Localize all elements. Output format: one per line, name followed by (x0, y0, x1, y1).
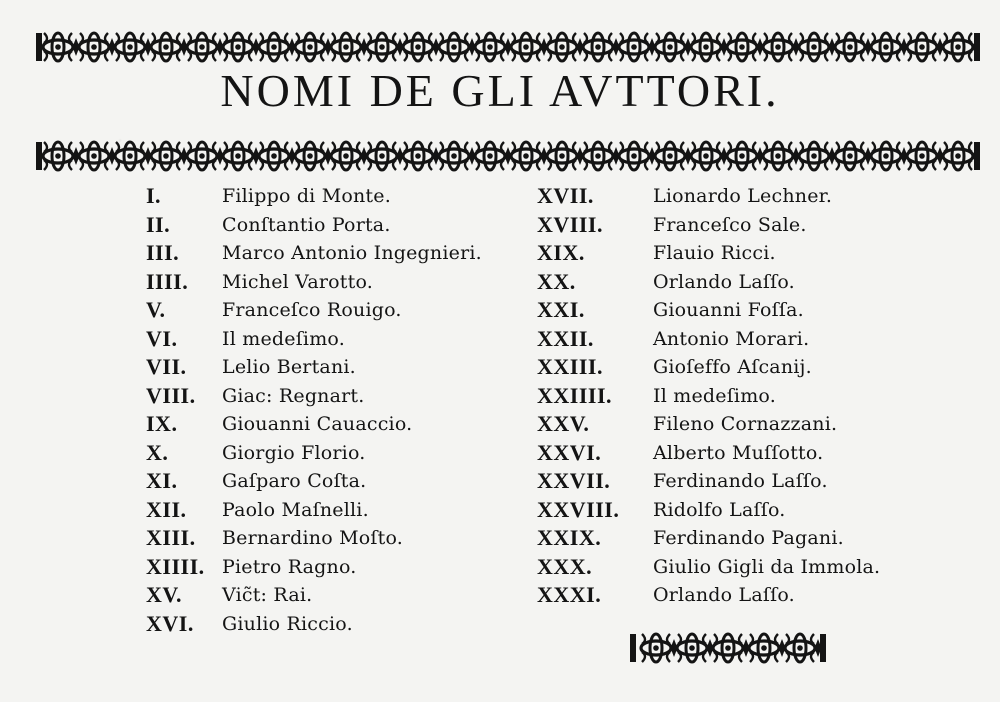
roman-numeral: XV. (146, 582, 182, 608)
author-name: Il medeſimo. (222, 327, 345, 350)
author-entry (146, 211, 482, 240)
roman-numeral: XXV. (537, 411, 590, 437)
author-entry (537, 239, 880, 268)
roman-numeral: XII. (146, 496, 187, 522)
author-entry (146, 610, 482, 639)
roman-numeral: XVIII. (537, 211, 603, 237)
author-entry (146, 296, 482, 325)
author-entry (537, 211, 880, 240)
roman-numeral: XVII. (537, 183, 594, 209)
author-name: Gioſeffo Aſcanij. (653, 356, 812, 379)
author-entry (146, 353, 482, 382)
roman-numeral: X. (146, 439, 169, 465)
closing-ornament (630, 628, 826, 668)
author-entry (537, 325, 880, 354)
roman-numeral: XXVII. (537, 468, 611, 494)
author-entry (146, 325, 482, 354)
author-entry (146, 581, 482, 610)
author-entry (146, 382, 482, 411)
author-entry (146, 439, 482, 468)
author-name: Flauio Ricci. (653, 242, 776, 265)
roman-numeral: XXII. (537, 325, 594, 351)
author-name: Ridolfo Laſſo. (653, 498, 786, 521)
author-entry (537, 182, 880, 211)
author-entry (146, 410, 482, 439)
author-name: Fileno Cornazzani. (653, 413, 838, 436)
author-entry (537, 439, 880, 468)
roman-numeral: III. (146, 240, 180, 266)
roman-numeral: VII. (146, 354, 187, 380)
roman-numeral: XVI. (146, 610, 194, 636)
roman-numeral: XXXI. (537, 582, 602, 608)
roman-numeral: XXX. (537, 553, 593, 579)
author-name: Ferdinando Pagani. (653, 527, 844, 550)
author-entry (537, 496, 880, 525)
author-entry (537, 353, 880, 382)
author-name: Lelio Bertani. (222, 356, 356, 379)
roman-numeral: I. (146, 183, 162, 209)
roman-numeral: XXVIII. (537, 496, 620, 522)
authors-list-left (146, 182, 482, 638)
author-name: Ferdinando Laſſo. (653, 470, 828, 493)
roman-numeral: XXIII. (537, 354, 603, 380)
author-name: Filippo di Monte. (222, 185, 391, 208)
author-name: Giulio Riccio. (222, 612, 353, 635)
roman-numeral: IIII. (146, 268, 189, 294)
author-entry (537, 382, 880, 411)
roman-numeral: VI. (146, 325, 178, 351)
author-name: Franceſco Sale. (653, 213, 807, 236)
author-name: Giouanni Foſſa. (653, 299, 804, 322)
author-entry (537, 467, 880, 496)
author-name: Il medeſimo. (653, 384, 776, 407)
author-name: Orlando Laſſo. (653, 584, 795, 607)
roman-numeral: IX. (146, 411, 178, 437)
author-entry (537, 296, 880, 325)
author-name: Conſtantio Porta. (222, 213, 391, 236)
roman-numeral: XX. (537, 268, 576, 294)
page-title: NOMI DE GLI AVTTORI. (220, 65, 780, 116)
author-entry (146, 524, 482, 553)
roman-numeral: XXIIII. (537, 382, 613, 408)
author-name: Antonio Morari. (653, 327, 810, 350)
author-name: Orlando Laſſo. (653, 270, 795, 293)
roman-numeral: XXIX. (537, 525, 602, 551)
author-entry (537, 553, 880, 582)
roman-numeral: XXVI. (537, 439, 602, 465)
roman-numeral: VIII. (146, 382, 196, 408)
author-entry (146, 553, 482, 582)
roman-numeral: XXI. (537, 297, 585, 323)
roman-numeral: XIII. (146, 525, 196, 551)
author-name: Vic̃t: Rai. (222, 584, 313, 607)
author-name: Paolo Maſnelli. (222, 498, 369, 521)
author-entry (537, 524, 880, 553)
author-entry (146, 182, 482, 211)
author-entry (537, 410, 880, 439)
author-name: Gaſparo Coſta. (222, 470, 367, 493)
author-entry (537, 268, 880, 297)
author-name: Lionardo Lechner. (653, 185, 833, 208)
roman-numeral: XIIII. (146, 553, 205, 579)
roman-numeral: V. (146, 297, 166, 323)
middle-ornament-band (36, 136, 980, 176)
author-entry (537, 581, 880, 610)
author-name: Giorgio Florio. (222, 441, 366, 464)
author-name: Pietro Ragno. (222, 555, 357, 578)
author-entry (146, 268, 482, 297)
author-entry (146, 467, 482, 496)
author-name: Giac: Regnart. (222, 384, 365, 407)
author-name: Giouanni Cauaccio. (222, 413, 413, 436)
author-name: Michel Varotto. (222, 270, 374, 293)
author-name: Marco Antonio Ingegnieri. (222, 242, 482, 265)
authors-list-right (537, 182, 880, 610)
roman-numeral: XIX. (537, 240, 585, 266)
author-name: Giulio Gigli da Immola. (653, 555, 881, 578)
author-name: Bernardino Moſto. (222, 527, 403, 550)
author-name: Franceſco Rouigo. (222, 299, 402, 322)
author-entry (146, 239, 482, 268)
roman-numeral: XI. (146, 468, 178, 494)
roman-numeral: II. (146, 211, 171, 237)
author-entry (146, 496, 482, 525)
author-name: Alberto Muſſotto. (653, 441, 824, 464)
